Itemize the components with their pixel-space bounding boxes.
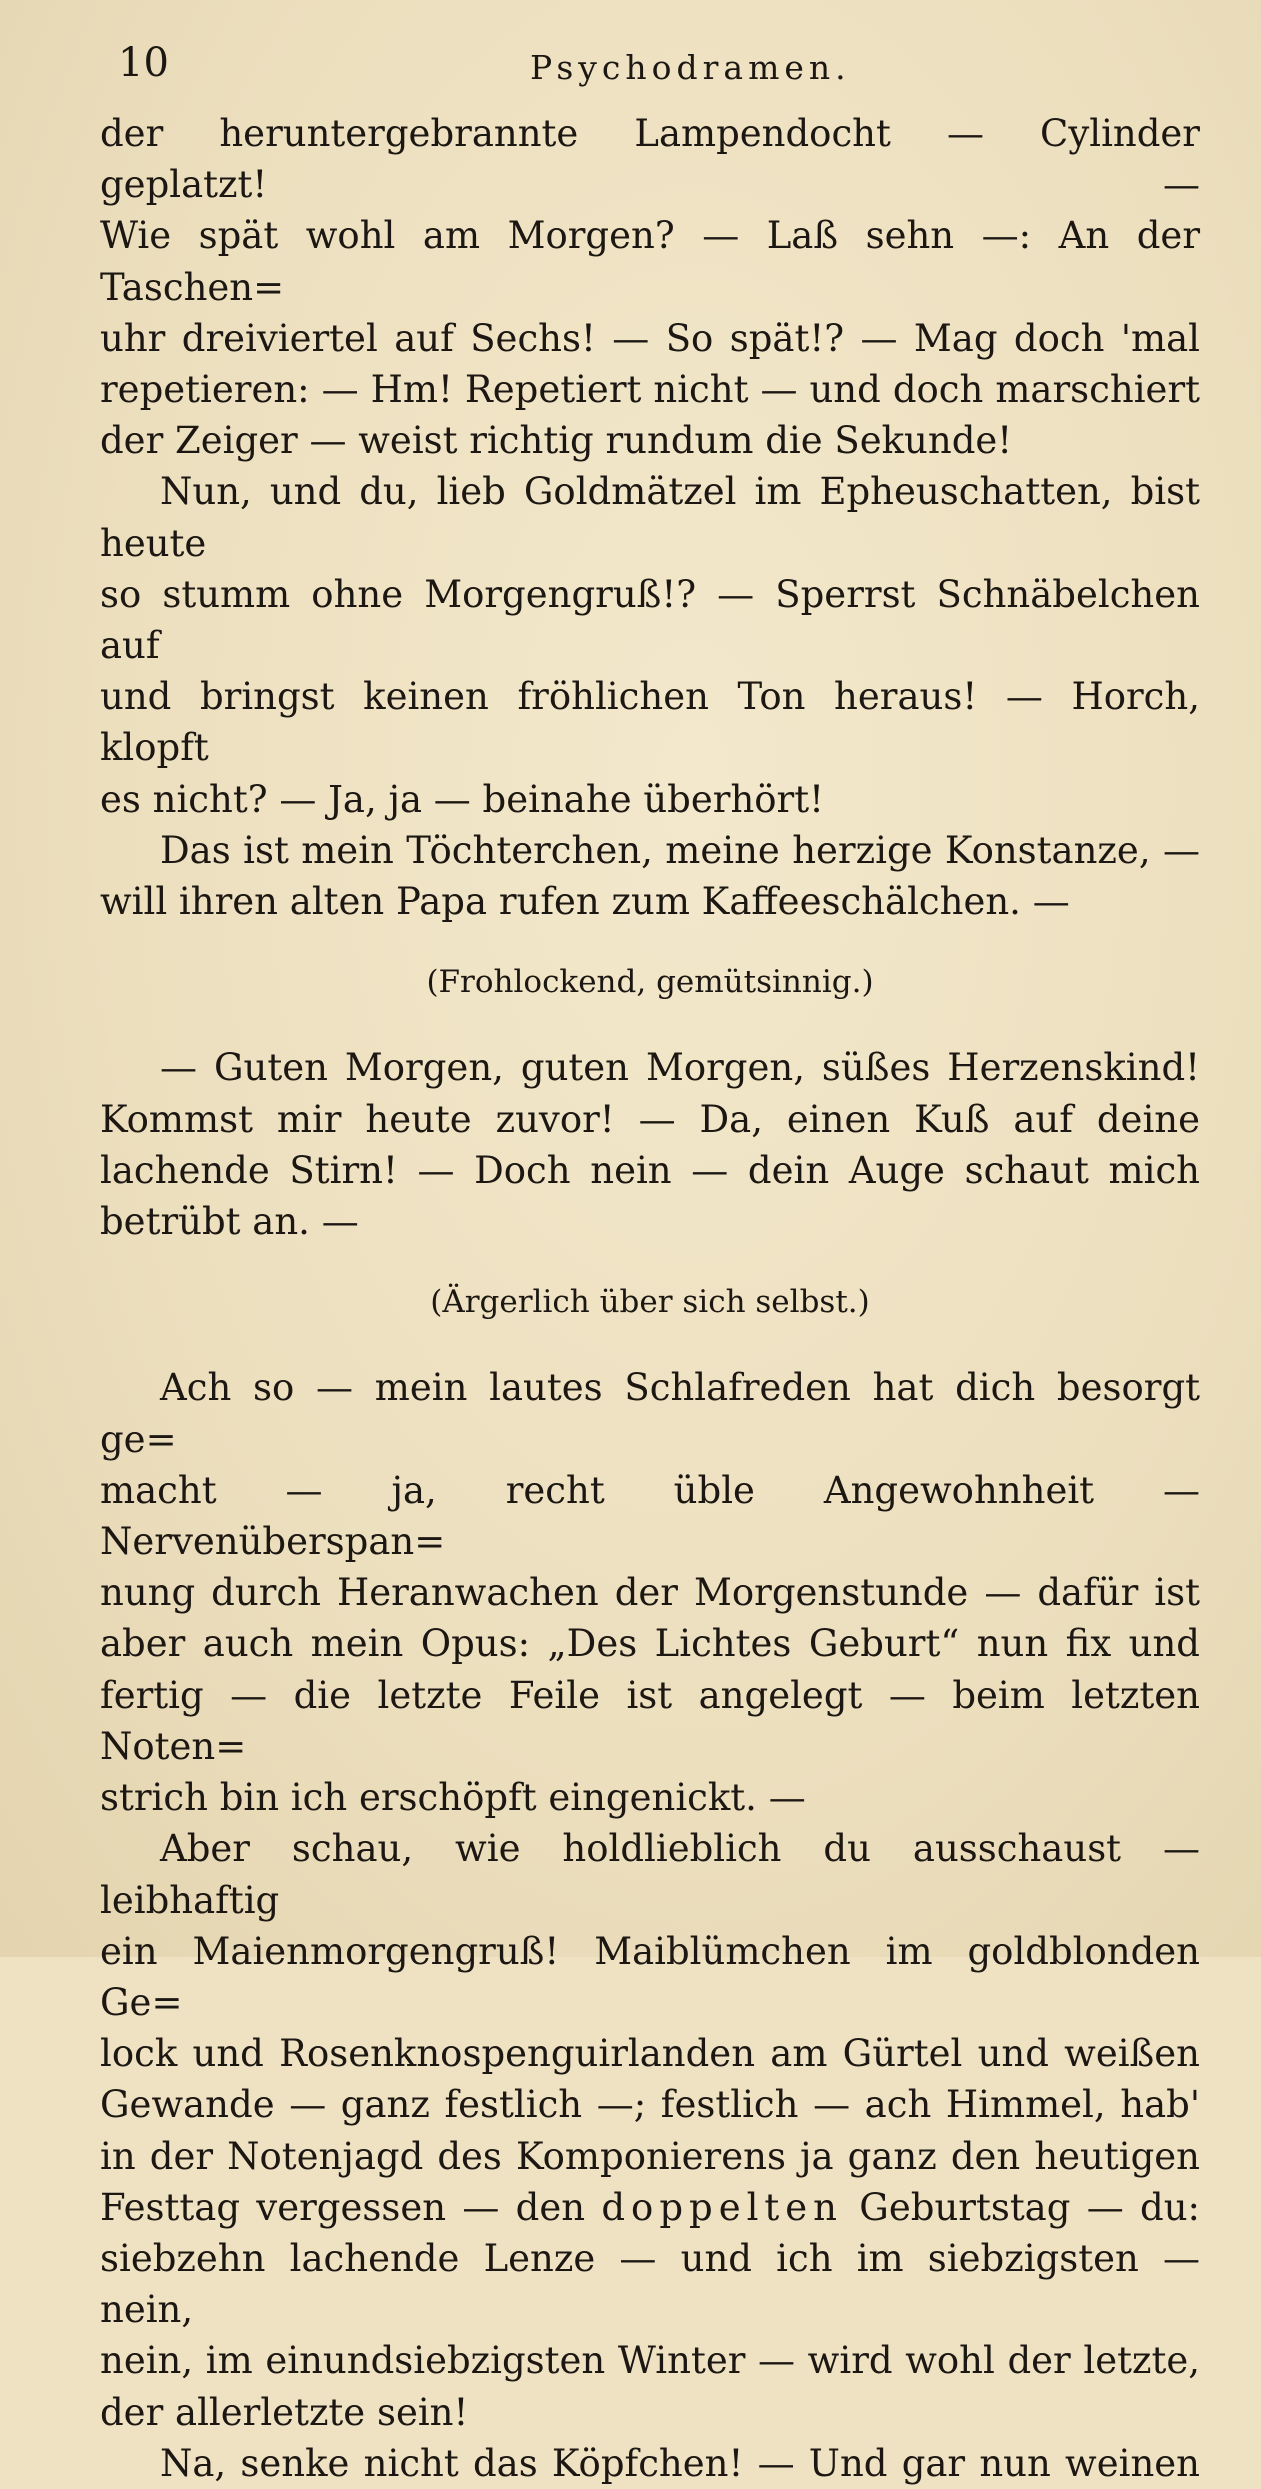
text-segment: Geburtstag — du: <box>843 2185 1200 2229</box>
text-line: aber auch mein Opus: „Des Lichtes Geburt“ nun fix und <box>100 1622 1200 1666</box>
text-line: Wie spät wohl am Morgen? — Laß sehn —: An der Taschen= <box>100 214 1200 309</box>
text-line: Nun, und du, lieb Goldmätzel im Epheuschatten, bist heute <box>100 470 1200 565</box>
emphasized-word: doppelten <box>601 2185 844 2229</box>
text-line: strich bin ich erschöpft eingenickt. — <box>100 1776 806 1820</box>
text-line: Das ist mein Töchterchen, meine herzige Konstanze, — <box>160 828 1200 872</box>
text-line: der heruntergebrannte Lampendocht — Cylinder geplatzt! — <box>100 112 1200 207</box>
text-line: repetieren: — Hm! Repetiert nicht — und doch marschiert <box>100 368 1200 412</box>
text-line: nein, im einundsiebzigsten Winter — wird wohl der letzte, <box>100 2339 1200 2383</box>
text-line: Ach so — mein lautes Schlafreden hat dich besorgt ge= <box>100 1366 1200 1461</box>
text-line: lock und Rosenknospenguirlanden am Gürtel und weißen <box>100 2032 1200 2076</box>
text-segment: Festtag vergessen — den <box>100 2185 602 2229</box>
body-text <box>100 108 1200 2489</box>
text-line: — Guten Morgen, guten Morgen, süßes Herzenskind! <box>160 1046 1200 1090</box>
text-line: nung durch Heranwachen der Morgenstunde — dafür ist <box>100 1571 1200 1615</box>
text-line: betrübt an. — <box>100 1200 359 1244</box>
text-line: Kommst mir heute zuvor! — Da, einen Kuß auf deine <box>100 1097 1200 1141</box>
text-line: Na, senke nicht das Köpfchen! — Und gar nun weinen <box>160 2441 1200 2485</box>
text-line: es nicht? — Ja, ja — beinahe überhört! <box>100 777 824 821</box>
text-line: fertig — die letzte Feile ist angelegt — beim letzten Noten= <box>100 1673 1200 1768</box>
text-line: der Zeiger — weist richtig rundum die Sekunde! <box>100 419 1013 463</box>
text-line: will ihren alten Papa rufen zum Kaffeeschälchen. — <box>100 880 1070 924</box>
running-head: Psychodramen. <box>530 48 851 87</box>
page-header <box>118 40 1201 100</box>
text-line: uhr dreiviertel auf Sechs! — So spät!? — Mag doch 'mal <box>100 316 1200 360</box>
text-line: Gewande — ganz festlich —; festlich — ach Himmel, hab' <box>100 2083 1200 2127</box>
text-line: in der Notenjagd des Komponierens ja ganz den heutigen <box>100 2134 1200 2178</box>
stage-direction: (Ärgerlich über sich selbst.) <box>430 1284 870 1321</box>
stage-direction: (Frohlockend, gemütsinnig.) <box>426 964 874 1001</box>
text-line: Aber schau, wie holdlieblich du ausschaust — leibhaftig <box>100 1827 1200 1922</box>
text-line: und bringst keinen fröhlichen Ton heraus! — Horch, klopft <box>100 675 1200 770</box>
page-number: 10 <box>118 40 169 86</box>
text-line: ein Maienmorgengruß! Maiblümchen im goldblonden Ge= <box>100 1929 1200 2024</box>
text-line <box>100 2182 1200 2233</box>
text-line: der allerletzte sein! <box>100 2390 469 2434</box>
text-line: siebzehn lachende Lenze — und ich im siebzigsten — nein, <box>100 2236 1200 2332</box>
text-line: lachende Stirn! — Doch nein — dein Auge schaut mich <box>100 1148 1200 1192</box>
text-line: so stumm ohne Morgengruß!? — Sperrst Schnäbelchen auf <box>100 572 1200 668</box>
text-line: macht — ja, recht üble Angewohnheit — Nervenüberspan= <box>100 1468 1200 1564</box>
